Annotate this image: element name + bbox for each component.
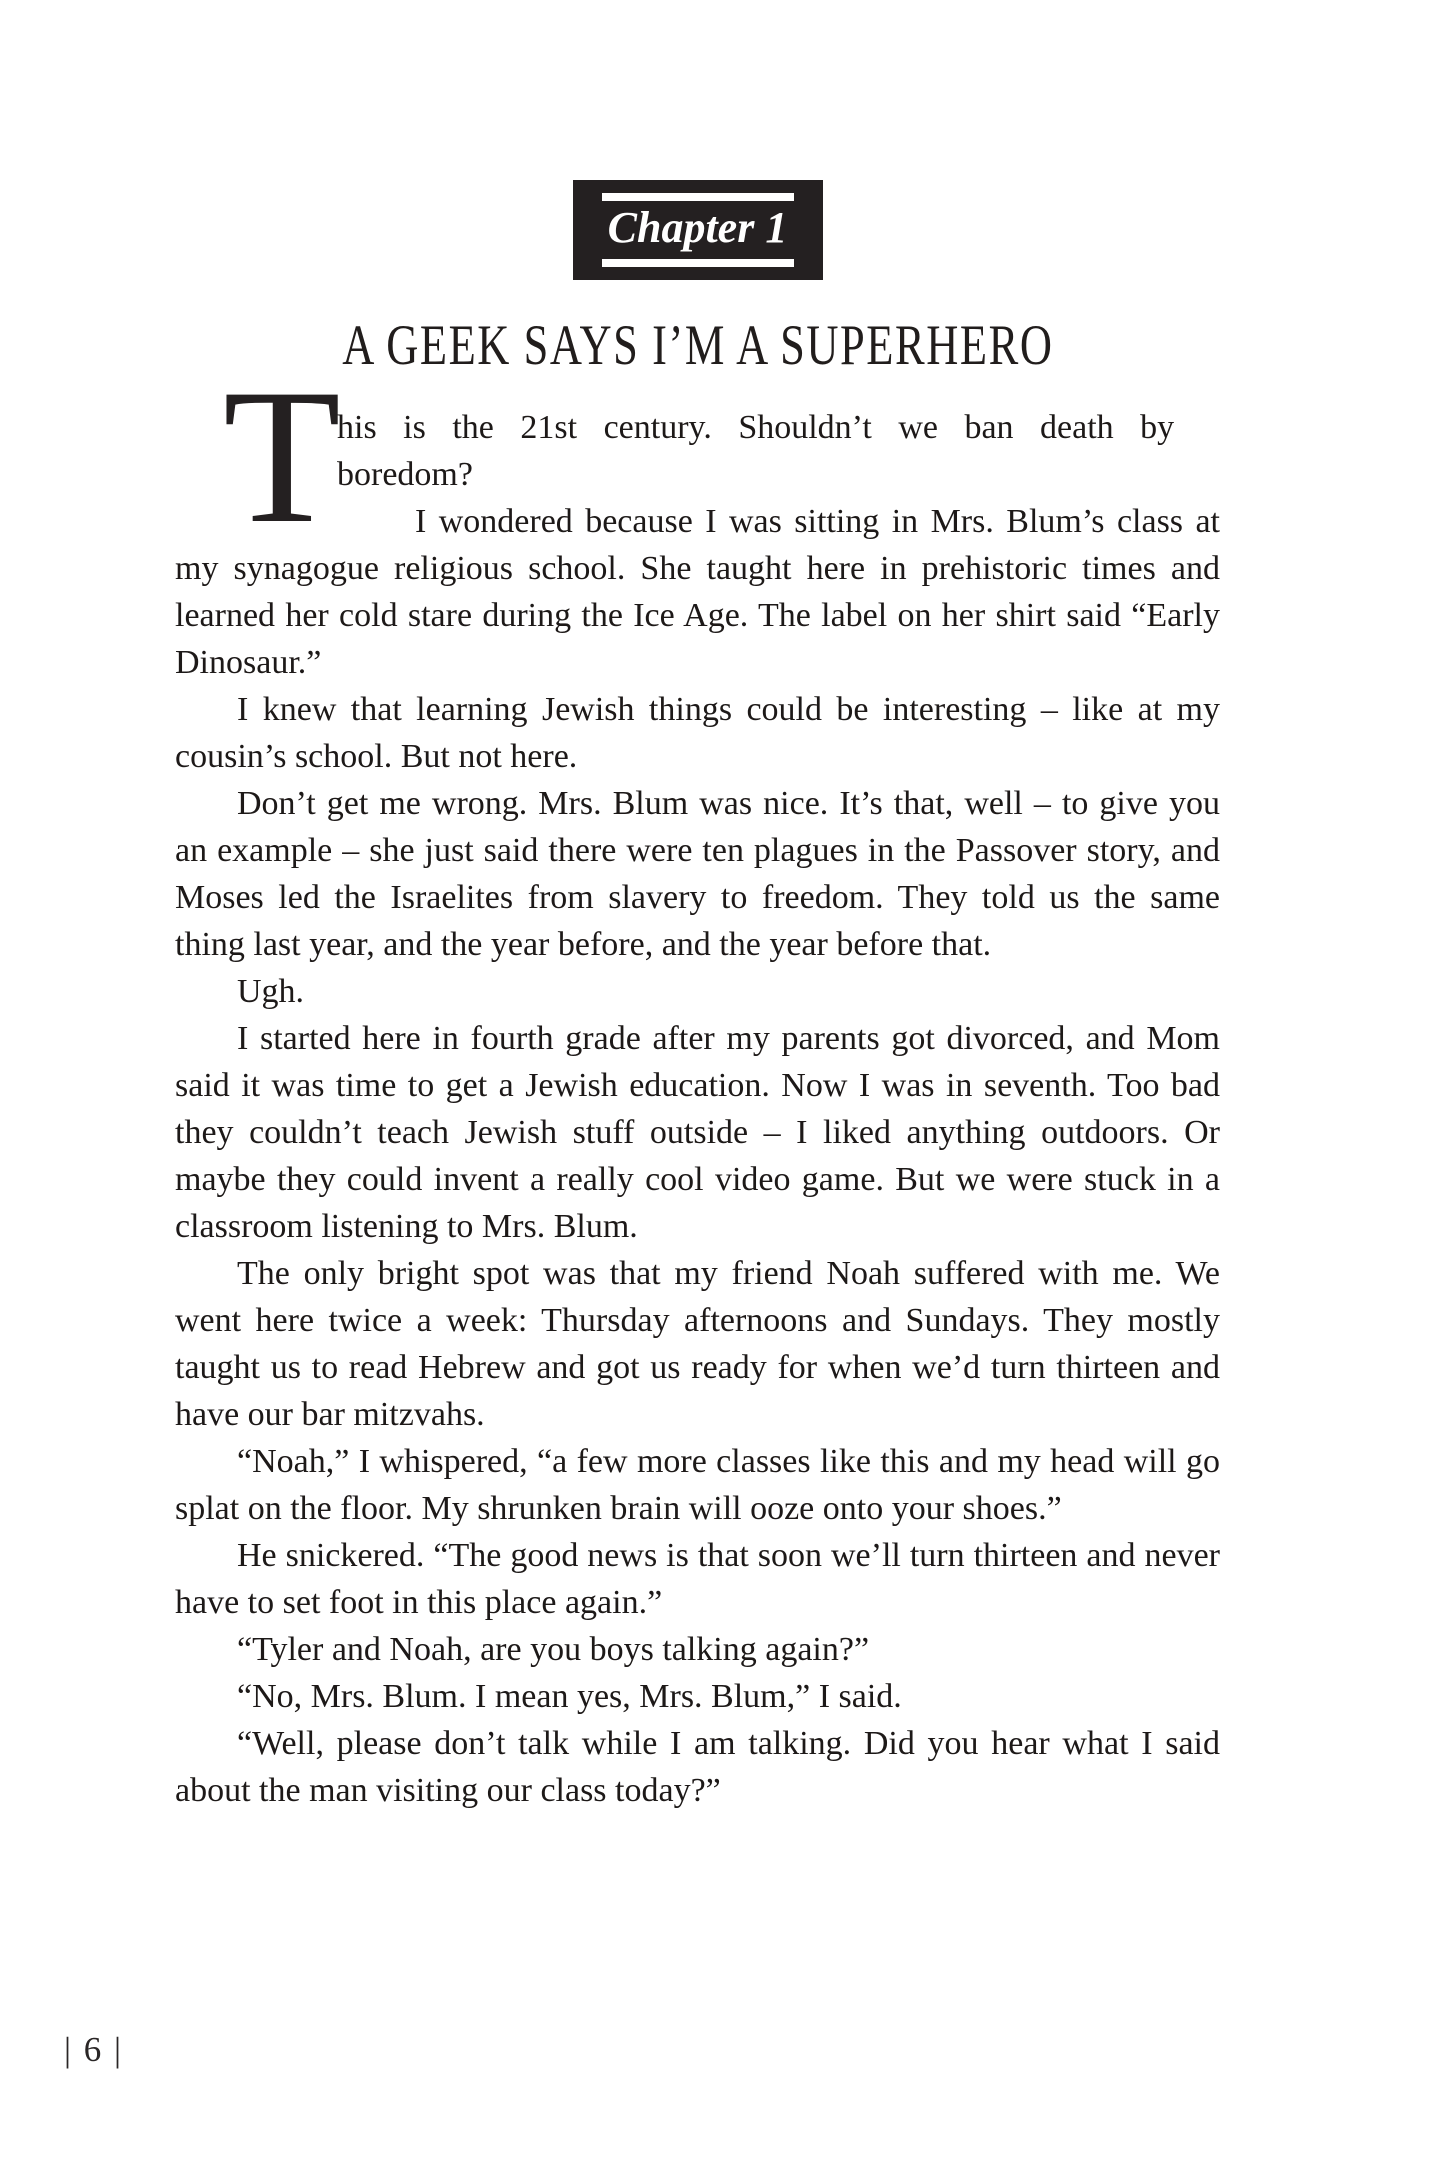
- paragraph: He snickered. “The good news is that soon we’ll turn thirteen and never have to set foot in this place again.”: [175, 1536, 1220, 1621]
- paragraph: Don’t get me wrong. Mrs. Blum was nice. It’s that, well – to give you an example – she just said there were ten plagues in the Passover story, and Moses led the Israelites from slavery to freedom. They told us the same thing last year, and the year before, and the year before that.: [175, 784, 1220, 963]
- paragraph: “No, Mrs. Blum. I mean yes, Mrs. Blum,” I said.: [237, 1677, 902, 1715]
- chapter-badge-label: Chapter 1: [607, 203, 788, 252]
- paragraph: “Well, please don’t talk while I am talking. Did you hear what I said about the man visiting our class today?”: [175, 1724, 1220, 1809]
- paragraph: “Tyler and Noah, are you boys talking again?”: [237, 1630, 870, 1668]
- opening-paragraph: [175, 348, 1220, 563]
- paragraph: “Noah,” I whispered, “a few more classes like this and my head will go splat on the floor. My shrunken brain will ooze onto your shoes.”: [175, 1442, 1220, 1527]
- opening-line-2: boredom?: [337, 455, 473, 493]
- drop-cap: T: [223, 348, 341, 563]
- page-number: | 6 |: [64, 2030, 124, 2069]
- paragraph: Ugh.: [237, 972, 305, 1010]
- paragraph: I started here in fourth grade after my parents got divorced, and Mom said it was time to get a Jewish education. Now I was in seventh. Too bad they couldn’t teach Jewish stuff outside – I liked anything outdoors. Or maybe they could invent a really cool video game. But we were stuck in a classroom listening to Mrs. Blum.: [175, 1019, 1220, 1245]
- chapter-badge-top-rule: [602, 193, 794, 201]
- chapter-badge: [573, 180, 823, 280]
- text-column: [175, 180, 1220, 1814]
- paragraph: The only bright spot was that my friend Noah suffered with me. We went here twice a week: Thursday afternoons and Sundays. They mostly taught us to read Hebrew and got us ready for when we’d turn thirteen and have our bar mitzvahs.: [175, 1254, 1220, 1433]
- chapter-title: [175, 316, 1220, 376]
- paragraph: I wondered because I was sitting in Mrs. Blum’s class at my synagogue religious school. She taught here in prehistoric times and learned her cold stare during the Ice Age. The label on her shirt said “Early Dinosaur.”: [175, 502, 1220, 681]
- opening-line-1: his is the 21st century. Shouldn’t we ban death by: [337, 408, 1175, 446]
- paragraph: I knew that learning Jewish things could be interesting – like at my cousin’s school. But not here.: [175, 690, 1220, 775]
- body-text: [175, 348, 1220, 1814]
- chapter-title-text: A GEEK SAYS I’M A SUPERHERO: [341, 314, 1054, 377]
- chapter-badge-bottom-rule: [602, 259, 794, 267]
